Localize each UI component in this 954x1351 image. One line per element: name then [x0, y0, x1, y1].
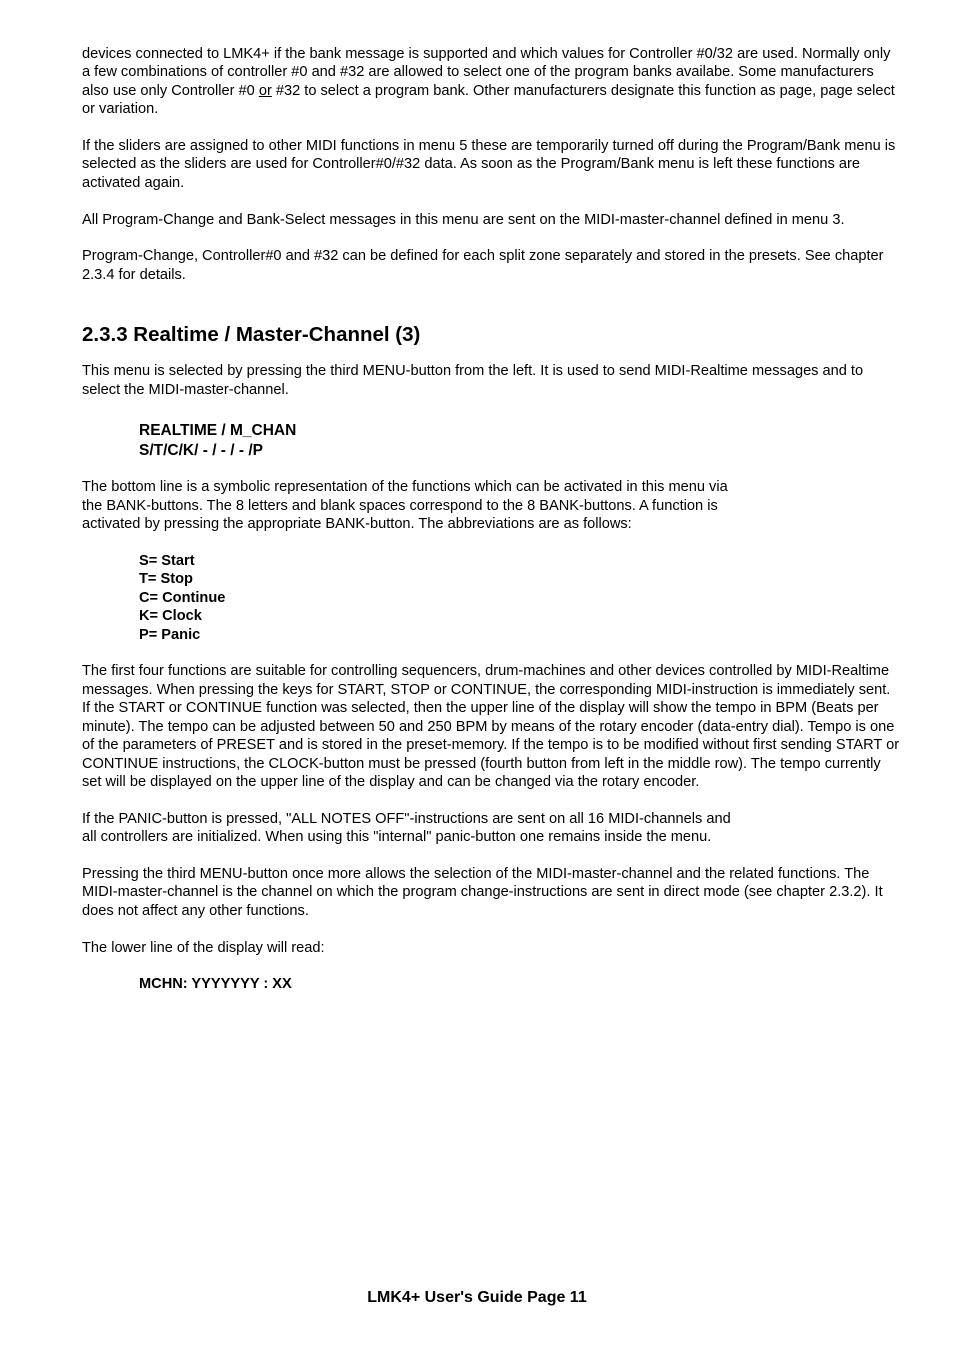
intro-paragraph-4: Program-Change, Controller#0 and #32 can be defined for each split zone separately and stored in the presets. See chapter 2.3.4 for details. — [82, 248, 884, 283]
section-paragraph-3: The first four functions are suitable for controlling sequencers, drum-machines and other devices controlled by MIDI-Realtime messages. When pressing the keys for START, STOP or CONTINUE, the corresponding MIDI-instruction is immediately sent. If the START or CONTINUE function was selected, then the upper line of the display will show the tempo in BPM (Beats per minute). The tempo can be adjusted between 50 and 250 BPM by means of the rotary encoder (data-entry dial). Tempo is one of the parameters of PRESET and is stored in the preset-memory. If the tempo is to be modified without first sending START or CONTINUE instructions, the CLOCK-button must be pressed (fourth button from left in the middle row). The tempo currently set will be displayed on the upper line of the display and can be changed via the rotary encoder. — [82, 663, 900, 790]
section-paragraph-6: The lower line of the display will read: — [82, 939, 325, 956]
text-line: activated by pressing the appropriate BANK-button. The abbreviations are as follows: — [82, 516, 632, 533]
text-line: If the PANIC-button is pressed, "ALL NOTES OFF"-instructions are sent on all 16 MIDI-channels and — [82, 810, 731, 827]
section-paragraph-5: Pressing the third MENU-button once more allows the selection of the MIDI-master-channel and the related functions. The MIDI-master-channel is the channel on which the program change-instructions are sent in direct mode (see chapter 2.3.2). It does not affect any other functions. — [82, 865, 883, 919]
display-line-lower: S/T/C/K/ - / - / - /P — [139, 441, 263, 459]
section-paragraph-4 — [82, 810, 902, 847]
intro-paragraph-3: All Program-Change and Bank-Select messages in this menu are sent on the MIDI-master-channel defined in menu 3. — [82, 211, 845, 228]
abbreviation-item: K= Clock — [139, 608, 202, 625]
underlined-word: or — [258, 82, 272, 99]
section-paragraph-1: This menu is selected by pressing the third MENU-button from the left. It is used to send MIDI-Realtime messages and to select the MIDI-master-channel. — [82, 363, 864, 398]
page-body — [82, 45, 902, 994]
abbreviation-item: T= Stop — [139, 571, 193, 588]
section-heading: 2.3.3 Realtime / Master-Channel (3) — [82, 323, 421, 347]
abbreviation-list — [82, 552, 902, 644]
intro-paragraph-1 — [82, 45, 902, 119]
display-line-upper: REALTIME / M_CHAN — [139, 422, 297, 440]
section-paragraph-2 — [82, 478, 902, 533]
intro-paragraph-2: If the sliders are assigned to other MIDI functions in menu 5 these are temporarily turned off during the Program/Bank menu is selected as the sliders are used for Controller#0/#32 data. As soon as the Program/Bank menu is left these functions are activated again. — [82, 138, 896, 191]
text-run: #32 to select a program bank. Other manufacturers designate this function as page, page select or variation. — [82, 82, 895, 118]
abbreviation-item: C= Continue — [139, 589, 226, 606]
text-run: devices connected to LMK4+ if the bank message is supported and which values for Controller #0/32 are used. Normally only a few combinations of controller #0 and #32 are allowed to select one of the program banks availabe. Some manufacturers also use only Controller #0 — [82, 46, 891, 99]
page-footer: LMK4+ User's Guide Page 11 — [367, 1289, 587, 1306]
text-line: the BANK-buttons. The 8 letters and blank spaces correspond to the 8 BANK-buttons. A function is — [82, 497, 718, 514]
display-mchn-line: MCHN: YYYYYYY : XX — [139, 976, 292, 993]
abbreviation-item: P= Panic — [139, 626, 201, 643]
text-line: all controllers are initialized. When using this "internal" panic-button one remains inside the menu. — [82, 829, 712, 846]
text-line: The bottom line is a symbolic representation of the functions which can be activated in this menu via — [82, 479, 728, 496]
abbreviation-item: S= Start — [139, 553, 195, 570]
